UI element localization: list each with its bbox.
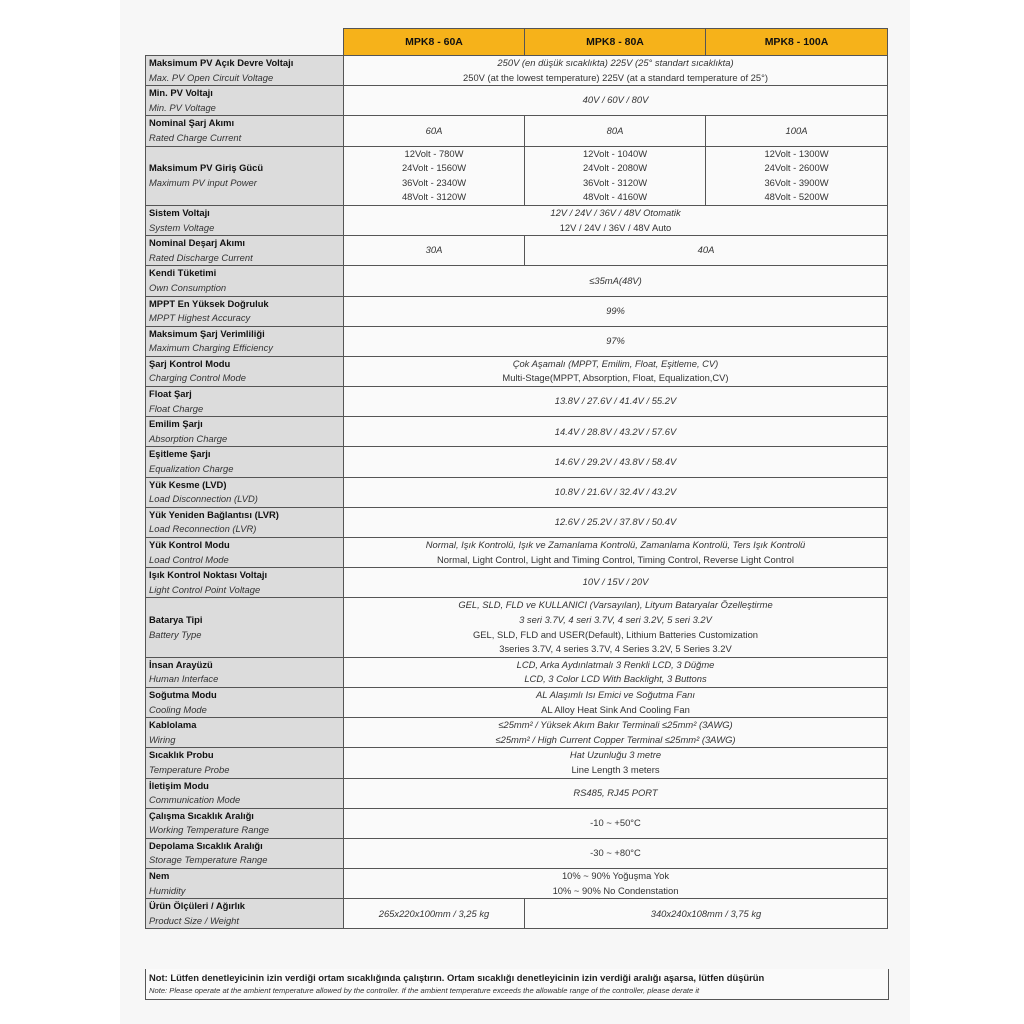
row-label xyxy=(146,808,344,838)
label-english: Own Consumption xyxy=(149,281,227,293)
spec-row xyxy=(146,86,888,116)
value-line: 3 seri 3.7V, 4 seri 3.7V, 4 seri 3.2V, 5 seri 3.2V xyxy=(519,613,712,625)
row-label xyxy=(146,899,344,929)
row-value xyxy=(344,778,888,808)
label-english: Equalization Charge xyxy=(149,463,234,475)
row-value xyxy=(344,205,888,235)
row-value xyxy=(344,657,888,687)
value-line: Normal, Işık Kontrolü, Işık ve Zamanlama Kontrolü, Zamanlama Kontrolü, Ters Işık Kontrolü xyxy=(425,539,806,550)
spec-row xyxy=(146,808,888,838)
label-turkish: Nem xyxy=(149,870,170,882)
spec-table-container xyxy=(145,28,887,929)
label-english: Cooling Mode xyxy=(149,703,207,715)
row-value-cell xyxy=(706,116,888,146)
row-value-cell xyxy=(525,146,706,205)
row-value-cell xyxy=(525,899,888,929)
value-line: 14.6V / 29.2V / 43.8V / 58.4V xyxy=(554,455,677,467)
label-english: Maximum Charging Efficiency xyxy=(149,342,273,354)
label-english: Human Interface xyxy=(149,673,219,685)
spec-row xyxy=(146,869,888,899)
label-english: Light Control Point Voltage xyxy=(149,583,261,595)
spec-row xyxy=(146,748,888,778)
value-line: 265x220x100mm / 3,25 kg xyxy=(378,907,490,919)
label-english: MPPT Highest Accuracy xyxy=(149,312,251,324)
spec-row xyxy=(146,387,888,417)
value-line: 36Volt - 3120W xyxy=(582,176,648,188)
label-turkish: Maksimum Şarj Verimliliği xyxy=(149,327,265,339)
row-label xyxy=(146,356,344,386)
spec-row xyxy=(146,236,888,266)
row-label xyxy=(146,447,344,477)
spec-row xyxy=(146,477,888,507)
row-value xyxy=(344,447,888,477)
label-turkish: Batarya Tipi xyxy=(149,613,203,625)
value-line: ≤25mm² / High Current Copper Terminal ≤25mm² (3AWG) xyxy=(495,733,736,745)
value-line: 12V / 24V / 36V / 48V Otomatik xyxy=(550,206,681,218)
value-line: 250V (en düşük sıcaklıkta) 225V (25° standart sıcaklıkta) xyxy=(497,57,734,68)
value-line: Line Length 3 meters xyxy=(571,763,660,775)
label-turkish: Nominal Şarj Akımı xyxy=(149,117,235,129)
label-english: Working Temperature Range xyxy=(149,824,270,836)
row-value xyxy=(344,86,888,116)
row-value xyxy=(344,266,888,296)
value-line: LCD, Arka Aydınlatmalı 3 Renkli LCD, 3 Düğme xyxy=(516,658,715,670)
row-value xyxy=(344,687,888,717)
label-english: Rated Discharge Current xyxy=(149,251,253,263)
row-label xyxy=(146,538,344,568)
row-label xyxy=(146,326,344,356)
spec-row xyxy=(146,778,888,808)
value-line: -10 ~ +50°C xyxy=(590,816,641,828)
label-english: Wiring xyxy=(149,733,176,745)
row-value xyxy=(344,326,888,356)
row-label xyxy=(146,477,344,507)
label-turkish: Maksimum PV Açık Devre Voltajı xyxy=(149,57,294,68)
label-turkish: Yük Kontrol Modu xyxy=(149,539,230,550)
value-line: AL Alloy Heat Sink And Cooling Fan xyxy=(541,703,690,715)
label-english: Humidity xyxy=(149,884,186,896)
label-turkish: Işık Kontrol Noktası Voltajı xyxy=(149,569,268,581)
label-turkish: Sıcaklık Probu xyxy=(149,749,214,761)
value-line: 12.6V / 25.2V / 37.8V / 50.4V xyxy=(554,516,677,528)
row-label xyxy=(146,869,344,899)
value-line: 24Volt - 1560W xyxy=(401,162,467,174)
spec-row xyxy=(146,116,888,146)
label-turkish: Maksimum PV Giriş Gücü xyxy=(149,162,264,174)
row-label xyxy=(146,568,344,598)
row-value xyxy=(344,387,888,417)
value-line: 48Volt - 5200W xyxy=(764,191,829,203)
row-value xyxy=(344,598,888,657)
spec-row xyxy=(146,356,888,386)
value-line: -30 ~ +80°C xyxy=(590,847,641,859)
value-line: GEL, SLD, FLD and USER(Default), Lithium Batteries Customization xyxy=(472,628,758,640)
value-line: 60A xyxy=(425,124,443,136)
value-line: 12Volt - 780W xyxy=(404,147,464,159)
spec-row xyxy=(146,718,888,748)
value-line: 24Volt - 2600W xyxy=(764,162,829,174)
value-line: ≤25mm² / Yüksek Akım Bakır Terminali ≤25mm² (3AWG) xyxy=(498,719,733,731)
spec-row xyxy=(146,146,888,205)
value-line: 250V (at the lowest temperature) 225V (at a standard temperature of 25°) xyxy=(463,71,768,83)
value-line: 12Volt - 1040W xyxy=(582,147,648,159)
header-model-80a: MPK8 - 80A xyxy=(525,29,706,56)
value-line: 100A xyxy=(785,124,808,136)
label-turkish: Emilim Şarjı xyxy=(149,418,203,430)
label-english: Load Control Mode xyxy=(149,553,229,565)
label-turkish: Yük Yeniden Bağlantısı (LVR) xyxy=(149,508,279,520)
value-line: 3series 3.7V, 4 series 3.7V, 4 Series 3.2V, 5 Series 3.2V xyxy=(499,643,732,655)
label-english: Load Reconnection (LVR) xyxy=(149,523,257,535)
value-line: 30A xyxy=(425,244,443,256)
header-model-100a: MPK8 - 100A xyxy=(706,29,888,56)
label-turkish: Yük Kesme (LVD) xyxy=(149,478,227,490)
row-value xyxy=(344,56,888,86)
value-line: 48Volt - 4160W xyxy=(582,191,648,203)
spec-row xyxy=(146,205,888,235)
label-english: Storage Temperature Range xyxy=(149,854,268,866)
value-line: ≤35mA(48V) xyxy=(589,274,642,286)
value-line: Çok Aşamalı (MPPT, Emilim, Float, Eşitleme, CV) xyxy=(512,357,719,369)
row-value xyxy=(344,296,888,326)
label-turkish: İnsan Arayüzü xyxy=(149,658,213,670)
label-english: Maximum PV input Power xyxy=(149,176,257,188)
value-line: 12V / 24V / 36V / 48V Auto xyxy=(559,221,672,233)
row-value xyxy=(344,477,888,507)
label-english: Battery Type xyxy=(149,628,202,640)
value-line: 99% xyxy=(606,304,625,316)
label-english: System Voltage xyxy=(149,221,215,233)
row-value xyxy=(344,718,888,748)
spec-row xyxy=(146,447,888,477)
spec-row xyxy=(146,326,888,356)
label-english: Absorption Charge xyxy=(149,432,228,444)
value-line: 97% xyxy=(606,334,625,346)
label-english: Float Charge xyxy=(149,402,204,414)
spec-row xyxy=(146,266,888,296)
spec-row xyxy=(146,507,888,537)
row-label xyxy=(146,778,344,808)
row-label xyxy=(146,56,344,86)
label-turkish: MPPT En Yüksek Doğruluk xyxy=(149,297,269,309)
label-english: Max. PV Open Circuit Voltage xyxy=(149,71,274,83)
value-line: 340x240x108mm / 3,75 kg xyxy=(650,907,762,919)
label-turkish: Soğutma Modu xyxy=(149,688,217,700)
row-label xyxy=(146,146,344,205)
label-english: Charging Control Mode xyxy=(149,372,246,384)
label-english: Temperature Probe xyxy=(149,763,230,775)
value-line: AL Alaşımlı Isı Emici ve Soğutma Fanı xyxy=(536,688,695,700)
row-value-cell xyxy=(525,236,888,266)
notes-box xyxy=(145,969,889,1000)
value-line: 40V / 60V / 80V xyxy=(582,94,649,106)
label-english: Load Disconnection (LVD) xyxy=(149,493,258,505)
row-label xyxy=(146,718,344,748)
spec-row xyxy=(146,417,888,447)
row-value-cell xyxy=(706,146,888,205)
row-label xyxy=(146,748,344,778)
row-label xyxy=(146,657,344,687)
spec-row xyxy=(146,568,888,598)
value-line: 36Volt - 3900W xyxy=(764,176,829,188)
row-label xyxy=(146,116,344,146)
label-turkish: Nominal Deşarj Akımı xyxy=(149,237,246,249)
header-blank xyxy=(146,29,344,56)
spec-row xyxy=(146,56,888,86)
row-value xyxy=(344,748,888,778)
label-turkish: Şarj Kontrol Modu xyxy=(149,357,231,369)
label-turkish: Depolama Sıcaklık Aralığı xyxy=(149,839,263,851)
value-line: LCD, 3 Color LCD With Backlight, 3 Buttons xyxy=(524,673,707,685)
header-row xyxy=(146,29,888,56)
row-value-cell xyxy=(525,116,706,146)
row-label xyxy=(146,266,344,296)
value-line: Normal, Light Control, Light and Timing Control, Timing Control, Reverse Light Control xyxy=(437,553,794,565)
row-label xyxy=(146,205,344,235)
header-model-60a: MPK8 - 60A xyxy=(344,29,525,56)
label-turkish: Kendi Tüketimi xyxy=(149,267,217,279)
value-line: 10.8V / 21.6V / 32.4V / 43.2V xyxy=(554,485,677,497)
spec-row xyxy=(146,296,888,326)
row-value xyxy=(344,869,888,899)
label-english: Communication Mode xyxy=(149,794,241,806)
value-line: RS485, RJ45 PORT xyxy=(573,786,658,798)
spec-row xyxy=(146,538,888,568)
value-line: GEL, SLD, FLD ve KULLANICI (Varsayılan), Lityum Bataryalar Özelleştirme xyxy=(458,599,773,611)
value-line: 12Volt - 1300W xyxy=(764,147,829,159)
row-label xyxy=(146,687,344,717)
row-value xyxy=(344,538,888,568)
spec-table xyxy=(145,28,888,929)
label-turkish: Sistem Voltajı xyxy=(149,206,210,218)
row-label xyxy=(146,598,344,657)
label-turkish: Float Şarj xyxy=(149,388,192,400)
row-label xyxy=(146,387,344,417)
value-line: 14.4V / 28.8V / 43.2V / 57.6V xyxy=(554,425,677,437)
row-label xyxy=(146,86,344,116)
label-turkish: Min. PV Voltajı xyxy=(149,87,213,99)
spec-row xyxy=(146,598,888,657)
row-label xyxy=(146,296,344,326)
row-value xyxy=(344,507,888,537)
label-english: Product Size / Weight xyxy=(149,914,239,926)
row-value-cell xyxy=(344,236,525,266)
value-line: 48Volt - 3120W xyxy=(401,191,467,203)
value-line: 10% ~ 90% Yoğuşma Yok xyxy=(561,870,670,882)
spec-body xyxy=(146,56,888,929)
label-turkish: Eşitleme Şarjı xyxy=(149,448,211,460)
row-label xyxy=(146,236,344,266)
row-value xyxy=(344,356,888,386)
value-line: 13.8V / 27.6V / 41.4V / 55.2V xyxy=(554,395,677,407)
note-turkish: Not: Lütfen denetleyicinin izin verdiği ortam sıcaklığında çalıştırın. Ortam sıcaklığı denetleyicinin izin verdiği aralığı aşarsa, lütfen düşürün xyxy=(149,972,765,983)
value-line: 10% ~ 90% No Condenstation xyxy=(552,884,679,896)
value-line: Hat Uzunluğu 3 metre xyxy=(569,749,662,761)
row-label xyxy=(146,507,344,537)
row-value xyxy=(344,417,888,447)
spec-row xyxy=(146,899,888,929)
label-turkish: Ürün Ölçüleri / Ağırlık xyxy=(149,900,246,912)
spec-row xyxy=(146,687,888,717)
row-value-cell xyxy=(344,146,525,205)
value-line: 40A xyxy=(697,244,715,256)
row-label xyxy=(146,417,344,447)
value-line: 24Volt - 2080W xyxy=(582,162,648,174)
row-value-cell xyxy=(344,899,525,929)
row-label xyxy=(146,838,344,868)
value-line: 80A xyxy=(606,124,624,136)
value-line: 10V / 15V / 20V xyxy=(582,576,649,588)
label-english: Min. PV Voltage xyxy=(149,101,216,113)
note-english: Note: Please operate at the ambient temperature allowed by the controller. If the ambient temperature exceeds the allowable range of the controller, please derate it xyxy=(149,986,700,995)
row-value-cell xyxy=(344,116,525,146)
spec-row xyxy=(146,838,888,868)
row-value xyxy=(344,838,888,868)
value-line: Multi-Stage(MPPT, Absorption, Float, Equalization,CV) xyxy=(502,372,729,384)
spec-row xyxy=(146,657,888,687)
value-line: 36Volt - 2340W xyxy=(401,176,467,188)
row-value xyxy=(344,568,888,598)
row-value xyxy=(344,808,888,838)
label-turkish: Çalışma Sıcaklık Aralığı xyxy=(149,809,254,821)
label-turkish: İletişim Modu xyxy=(149,779,209,791)
label-english: Rated Charge Current xyxy=(149,131,242,143)
label-turkish: Kablolama xyxy=(149,719,197,731)
